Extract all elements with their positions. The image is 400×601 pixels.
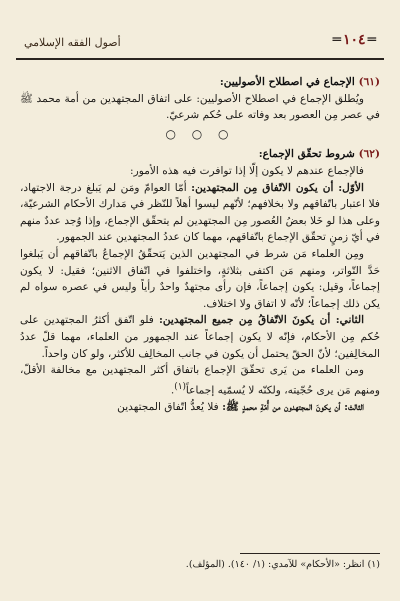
page-header [16, 30, 384, 64]
footnote: (١) انظر: «الأحكام» للآمدي: (١/ ١٤٠). (المؤلف). [185, 559, 380, 570]
page-number: ═١٠٤═ [332, 32, 376, 48]
paragraph-tawatur: ومِن العلماء مَن شرط في المجتهدين الذين يَتحقّقُ الإجماعُ باتّفاقهم أن يَبلغوا حَدَّ التّواتر، ومنهم مَن اكتفى بثلاثةٍ، واختلفوا في اتّفاق الاثنين؛ فقيل: لا يكون إجماعاً، وقيل: يكون إجماعاً، فإن رأى مجتهدٌ واحدٌ رأياً وليس في عصره سواه لم يكن ذلك إجماعاً؛ لأنّه لا اتفاق ولا اختلاف. [20, 247, 380, 310]
condition-second: الثاني: أن يكونَ الاتّفاقُ مِن جميع المجتهدين: فلو اتّفق أكثرُ المجتهدين على حُكم مِن الأحكام، فإنّه لا يكون إجماعاً عند الجمهور من العلماء، مهما قلّ عددُ المخالِفين؛ لأنّ الحقّ يحتمل أن يكون في جانب المخالِف للأكثر، ولو كان واحداً. [20, 314, 380, 360]
condition-first: الأوّل: أن يكون الاتّفاق مِن المجتهدين: أمّا العوامّ ومَن لم يَبلغ درجة الاجتهاد، فلا اعتبار باتّفاقهم ولا بخلافهم؛ لأنّهم ليسوا أهلاً للنّظر في مَدارك الأحكام الشرعيّة، وعلى هذا لو خَلا بعضُ العُصور مِن المجتهدين لم يتحقّق الإجماع، وإذا وُجد عددٌ منهم في أيّ زمنٍ تحقّق الإجماع باتّفاقهم، مهما كان عددُ المجتهدين عند الجمهور. [20, 181, 380, 244]
conditions-intro: فالإجماع عندهم لا يكون إلّا إذا توافرت فيه هذه الأمور: [130, 164, 364, 177]
paragraph-majority: ومن العلماء من يَرى تحقّقَ الإجماع باتفاق أكثر المجتهدين مع مخالفة الأقلّ، ومنهم مَن يرى حُجّيته، ولكنّه لا يُسمّيه إجماعاً$^{(١)}$. [20, 364, 380, 397]
section-heading-62: (٦٢) شروط تحقّق الإجماع: [258, 148, 380, 161]
definition-paragraph: ويُطلق الإجماع في اصطلاح الأصوليين: على اتفاق المجتهدين من أمة محمد ﷺ في عصر مِن العصور بعد وفاته على حُكم شرعيّ. [20, 92, 380, 122]
main-text [20, 74, 380, 415]
footnote-rule [240, 553, 380, 554]
header-rule [16, 58, 384, 60]
running-title: أصول الفقه الإسلامي [24, 36, 121, 49]
separator-dots: ○ ○ ○ [165, 126, 235, 141]
section-heading-61: (٦١) الإجماع في اصطلاح الأصوليين: [219, 76, 380, 88]
condition-third: الثالث: أن يكونَ المجتهدون من أُمّةِ محمدٍ ﷺ: فلا يُعدُّ اتّفاق المجتهدين [117, 400, 364, 413]
footnote-ref: (١) [174, 381, 186, 392]
